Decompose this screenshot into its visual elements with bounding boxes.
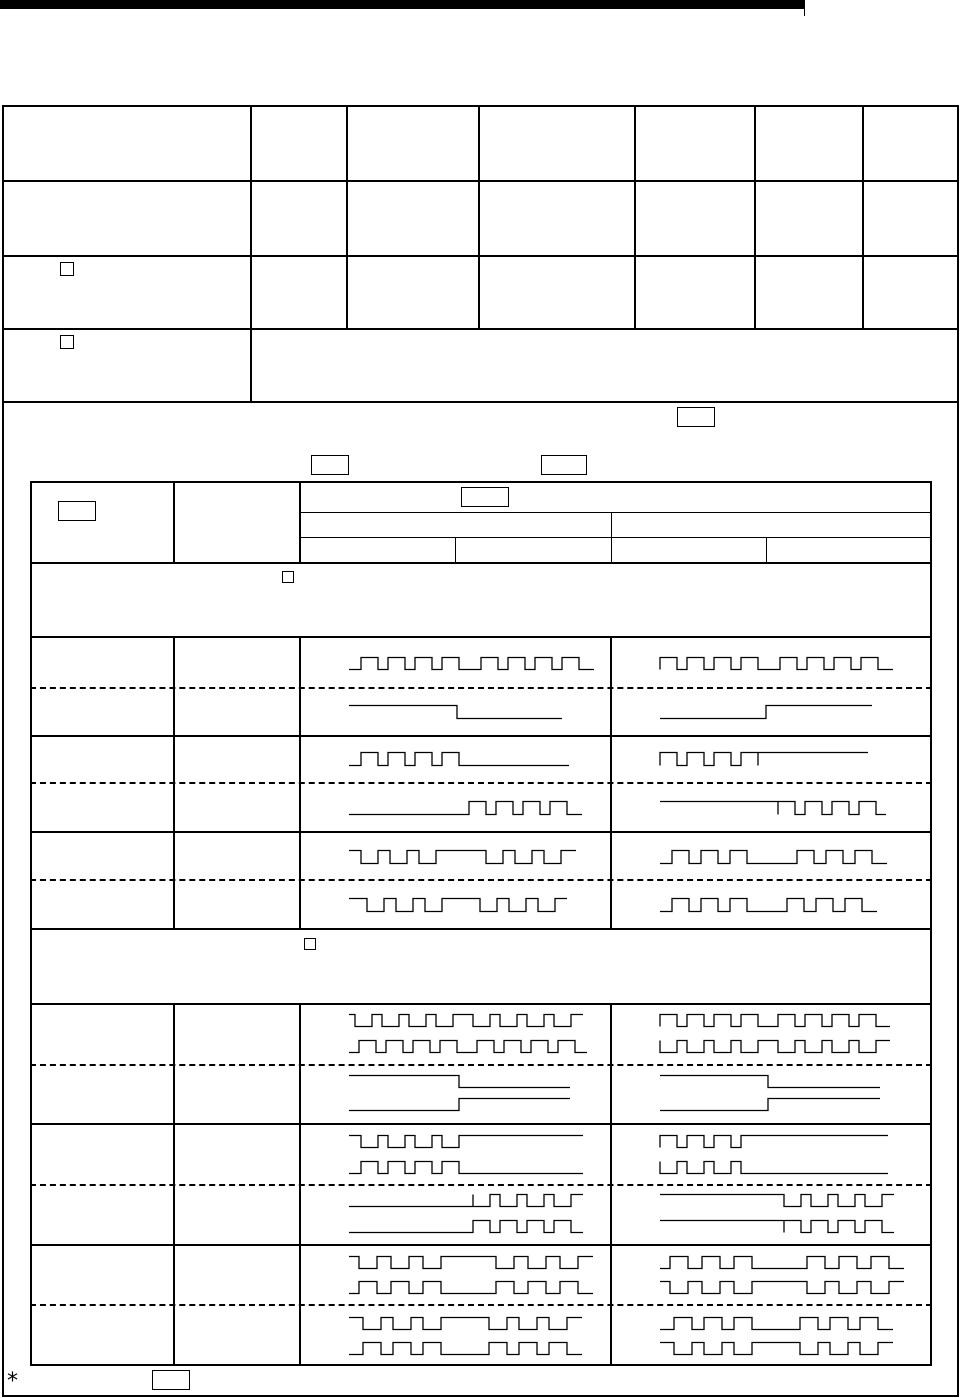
waveform-pulse-train <box>660 1317 880 1330</box>
waveform-path <box>349 1041 587 1053</box>
waveform-burst <box>349 1161 570 1174</box>
waveform-path <box>349 1162 583 1174</box>
waveform-path <box>660 851 887 864</box>
waveform-path <box>660 1221 894 1233</box>
pulse-table-row-divider <box>30 735 932 737</box>
pulse-table-dashed-divider <box>30 1184 932 1186</box>
waveform-pulse-train <box>660 1281 880 1294</box>
page-header-bar <box>0 0 805 9</box>
spec-table-col-divider <box>634 105 636 330</box>
pulse-table-header-divider <box>766 537 767 563</box>
reference-box-icon <box>152 1370 190 1390</box>
waveform-path <box>349 1318 582 1330</box>
reference-box-icon <box>541 455 587 475</box>
waveform-path <box>349 658 594 670</box>
waveform-burst <box>660 752 872 766</box>
spec-table-header-divider <box>2 180 959 182</box>
waveform-pulse-train <box>349 1281 570 1294</box>
reference-box-icon <box>58 501 96 521</box>
waveform-burst <box>660 1194 880 1207</box>
waveform-pulse-train <box>660 1014 880 1027</box>
waveform-path <box>349 1099 570 1111</box>
spec-table-col-divider <box>346 105 348 330</box>
checkbox-square-icon <box>282 571 294 583</box>
waveform-path <box>349 1015 583 1027</box>
pulse-mode-table <box>30 481 932 1366</box>
waveform-pulse-train <box>349 850 566 864</box>
waveform-path <box>660 753 868 766</box>
spec-table-row-divider <box>2 255 959 257</box>
waveform-burst <box>660 801 872 815</box>
waveform-pulse-train <box>660 657 872 670</box>
pulse-table-dashed-divider <box>30 687 932 689</box>
waveform-path <box>660 899 877 912</box>
waveform-path <box>660 1282 904 1294</box>
waveform-path <box>660 1015 890 1027</box>
waveform-burst <box>349 801 566 815</box>
pulse-table-row-divider <box>30 928 932 930</box>
waveform-burst <box>349 752 566 766</box>
reference-box-icon <box>677 407 715 427</box>
page-header-tick <box>804 0 805 16</box>
waveform-path <box>660 1041 890 1053</box>
waveform-pulse-train <box>349 1040 570 1053</box>
waveform-pulse-train <box>660 1256 880 1269</box>
waveform-path <box>349 1257 593 1269</box>
waveform-path <box>660 706 872 719</box>
pulse-table-row-divider <box>30 1244 932 1246</box>
waveform-step-low-high <box>660 705 872 719</box>
reference-box-icon <box>311 455 349 475</box>
pulse-table-col-divider <box>299 481 301 564</box>
pulse-table-dashed-divider <box>30 782 932 784</box>
spec-table-row-divider <box>2 328 959 330</box>
waveform-step-low-high <box>660 1098 880 1111</box>
pulse-table-row-divider <box>30 636 932 638</box>
waveform-pulse-train <box>660 1040 880 1053</box>
pulse-table-row-divider <box>30 1123 932 1125</box>
waveform-step-high-low <box>349 705 562 719</box>
pulse-table-dashed-divider <box>30 879 932 881</box>
waveform-path <box>349 753 569 766</box>
pulse-table-row-divider <box>30 831 932 833</box>
spec-table-col-divider <box>478 105 480 330</box>
waveform-pulse-train <box>349 1342 570 1355</box>
waveform-path <box>349 851 576 864</box>
waveform-path <box>660 658 893 670</box>
waveform-path <box>660 1318 893 1330</box>
waveform-path <box>660 1162 888 1174</box>
pulse-table-row-divider <box>30 562 932 564</box>
spec-table-row-divider <box>2 401 959 403</box>
waveform-path <box>349 1076 570 1088</box>
waveform-path <box>660 1343 893 1355</box>
pulse-table-dashed-divider <box>30 1304 932 1306</box>
waveform-path <box>349 802 582 815</box>
waveform-path <box>349 1136 583 1148</box>
pulse-table-header-divider <box>299 512 931 513</box>
pulse-table-col-divider <box>173 481 175 564</box>
reference-box-icon <box>461 487 509 507</box>
checkbox-square-icon <box>60 262 74 276</box>
spec-table-col-divider <box>250 105 252 403</box>
waveform-pulse-train <box>349 1256 570 1269</box>
waveform-step-high-low <box>349 1075 570 1088</box>
waveform-path <box>660 1099 880 1111</box>
waveform-burst <box>349 1220 570 1233</box>
asterisk-icon: * <box>7 1369 18 1394</box>
pulse-table-row-divider <box>30 1003 932 1005</box>
waveform-path <box>349 1221 583 1233</box>
waveform-path <box>660 1076 880 1088</box>
waveform-path <box>349 1282 593 1294</box>
waveform-path <box>660 1195 894 1207</box>
waveform-path <box>349 899 567 912</box>
waveform-pulse-train <box>349 657 564 670</box>
pulse-table-header-divider <box>455 537 456 563</box>
waveform-pulse-train <box>660 1342 880 1355</box>
waveform-pulse-train <box>349 1317 570 1330</box>
checkbox-square-icon <box>60 335 74 349</box>
waveform-path <box>660 1136 888 1148</box>
pulse-table-header-divider <box>299 537 931 538</box>
waveform-step-high-low <box>660 1075 880 1088</box>
waveform-pulse-train <box>660 850 872 864</box>
waveform-path <box>660 802 886 815</box>
waveform-burst <box>660 1161 880 1174</box>
waveform-burst <box>349 1194 570 1207</box>
waveform-burst <box>349 1135 570 1148</box>
pulse-table-header-divider <box>611 512 612 563</box>
checkbox-square-icon <box>304 938 316 950</box>
waveform-pulse-train <box>349 898 566 912</box>
waveform-burst <box>660 1135 880 1148</box>
waveform-path <box>349 1343 582 1355</box>
waveform-path <box>660 1257 904 1269</box>
spec-table-col-divider <box>754 105 756 330</box>
waveform-pulse-train <box>349 1014 570 1027</box>
pulse-table-dashed-divider <box>30 1064 932 1066</box>
waveform-step-low-high <box>349 1098 570 1111</box>
spec-table-col-divider <box>862 105 864 330</box>
waveform-pulse-train <box>660 898 872 912</box>
waveform-path <box>349 706 562 719</box>
waveform-path <box>349 1195 583 1207</box>
waveform-burst <box>660 1220 880 1233</box>
